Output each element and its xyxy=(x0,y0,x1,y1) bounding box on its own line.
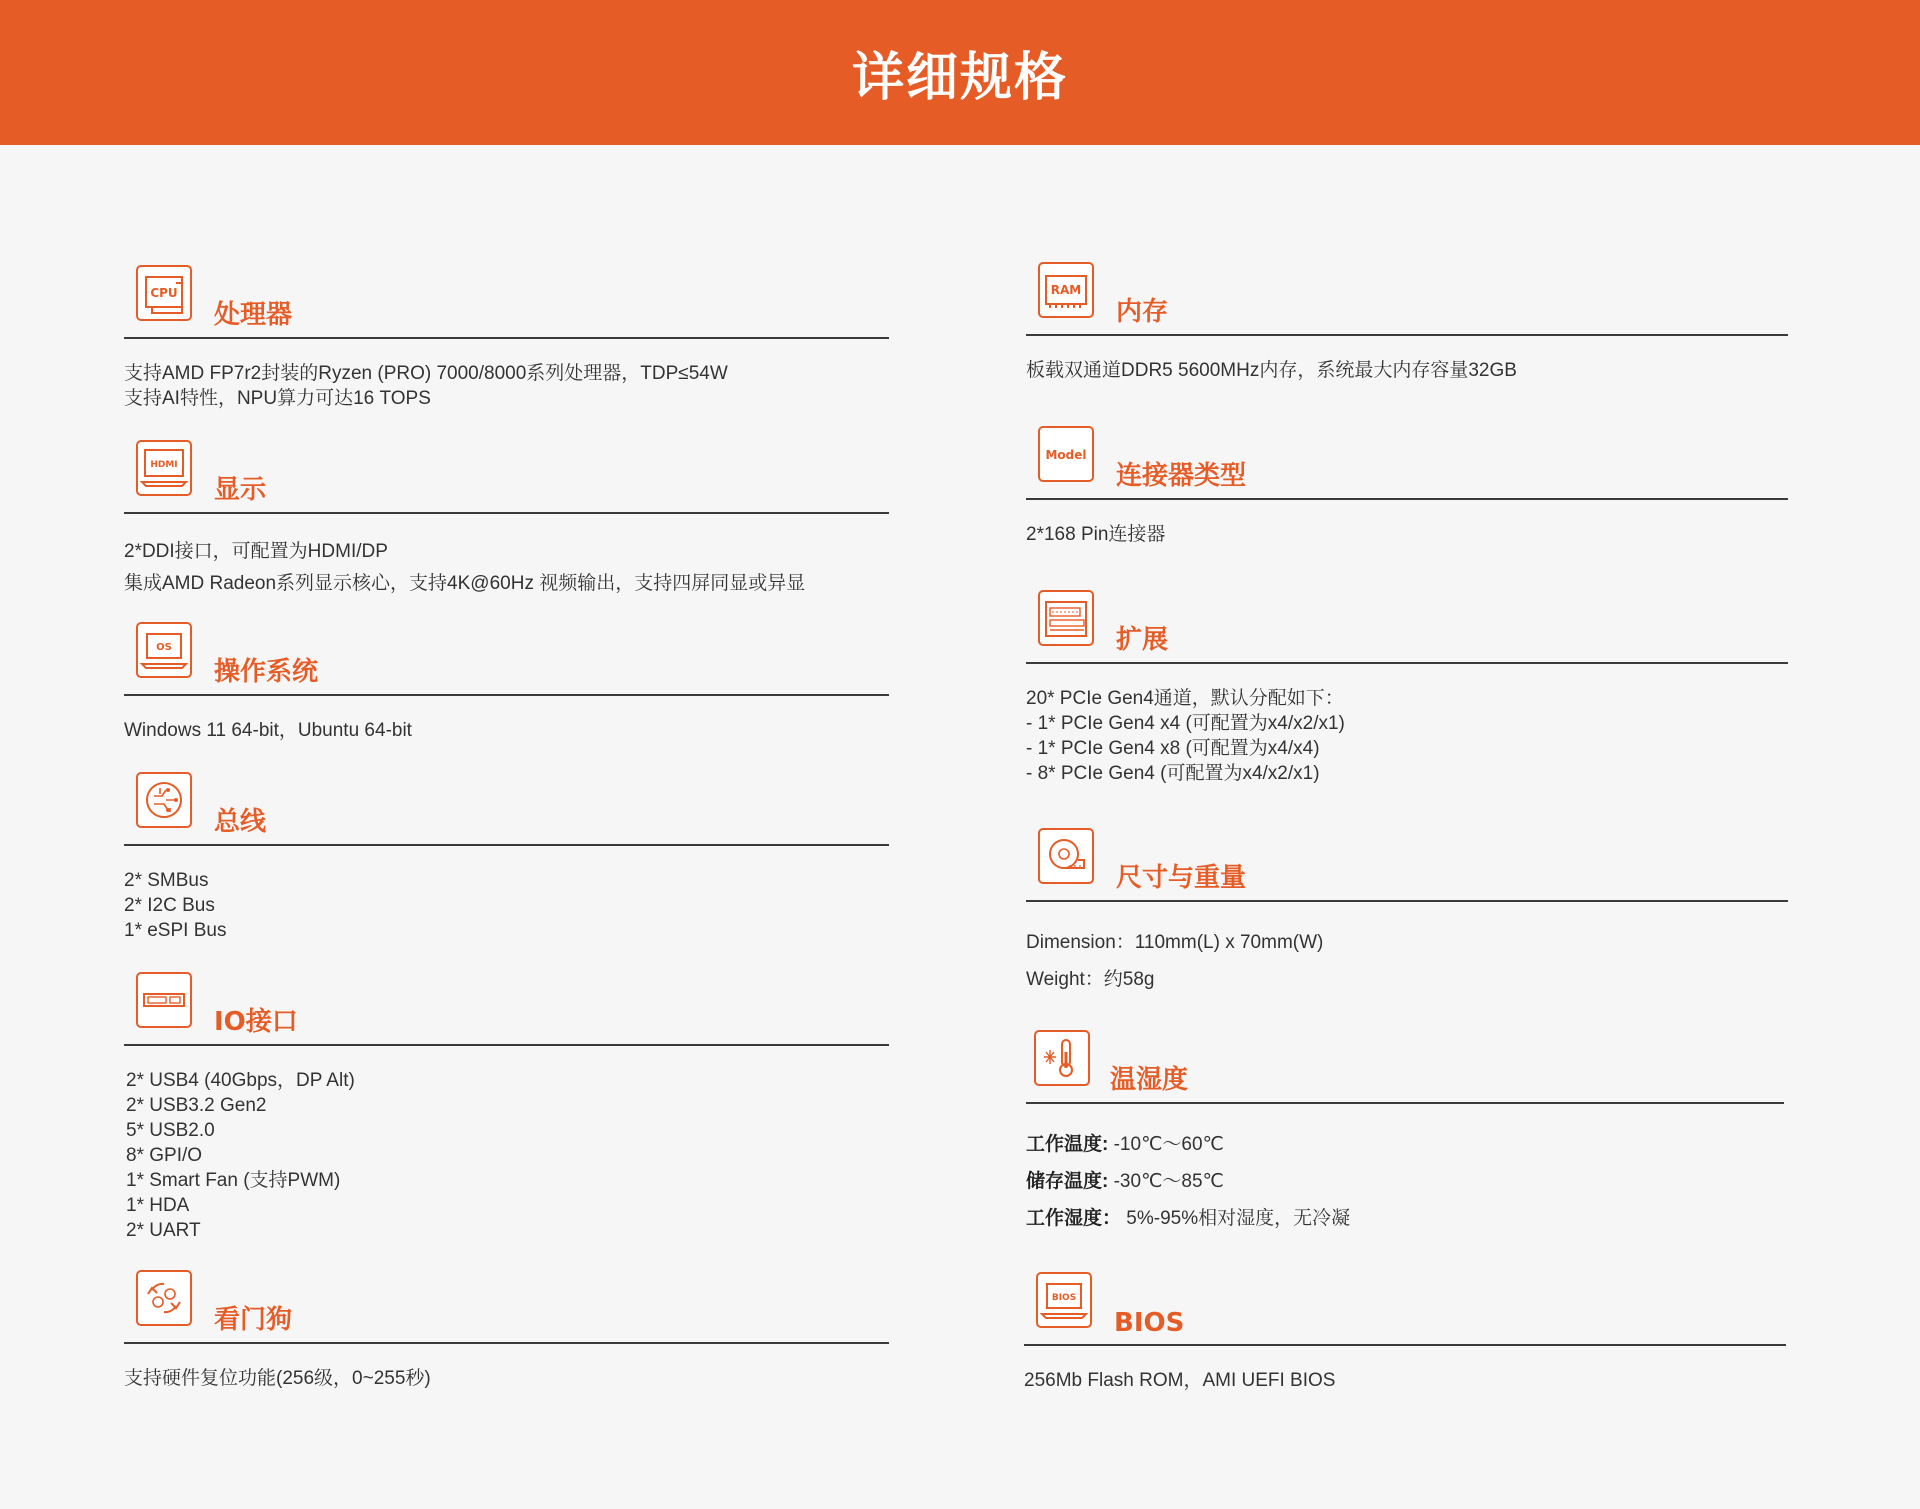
spec-label: 储存温度: xyxy=(1026,1171,1109,1192)
spec-row xyxy=(1026,1126,1784,1163)
section-title: 尺寸与重量 xyxy=(1116,863,1247,893)
hdmi-icon xyxy=(136,440,192,496)
spec-line: 1* Smart Fan (支持PWM) xyxy=(126,1170,341,1191)
spec-line: - 8* PCIe Gen4 (可配置为x4/x2/x1) xyxy=(1026,763,1320,784)
section-header xyxy=(124,440,889,514)
thermometer-icon xyxy=(1034,1030,1090,1086)
section-content xyxy=(124,696,889,743)
section-dimension xyxy=(1026,828,1788,998)
svg-text:BIOS: BIOS xyxy=(1051,1293,1077,1303)
spec-line: - 1* PCIe Gen4 x8 (可配置为x4/x4) xyxy=(1026,738,1320,759)
section-content xyxy=(124,1046,889,1243)
section-title: 操作系统 xyxy=(214,657,319,687)
section-title: IO接口 xyxy=(214,1007,298,1037)
section-title: 内存 xyxy=(1116,297,1169,327)
spec-value: -30℃～85℃ xyxy=(1108,1171,1224,1192)
section-header xyxy=(1026,1030,1784,1104)
spec-line: 支持AI特性，NPU算力可达16 TOPS xyxy=(124,388,431,409)
spec-row xyxy=(1026,1163,1784,1200)
section-processor xyxy=(124,265,889,411)
section-header xyxy=(124,972,889,1046)
section-content xyxy=(1024,1346,1786,1393)
svg-text:HDMI: HDMI xyxy=(150,460,178,470)
svg-text:RAM: RAM xyxy=(1050,283,1082,297)
section-content xyxy=(124,846,889,943)
section-temperature xyxy=(1026,1030,1784,1237)
section-watchdog xyxy=(124,1270,889,1391)
section-expansion xyxy=(1026,590,1788,786)
section-display xyxy=(124,440,889,600)
section-content xyxy=(124,1344,889,1391)
spec-line: 2* USB4 (40Gbps，DP Alt) xyxy=(126,1070,355,1091)
section-header xyxy=(1026,590,1788,664)
spec-label: 工作湿度： xyxy=(1026,1208,1122,1229)
section-connector xyxy=(1026,426,1788,547)
section-content xyxy=(124,339,889,411)
section-header xyxy=(1024,1272,1786,1346)
spec-line: Windows 11 64-bit，Ubuntu 64-bit xyxy=(124,720,412,741)
section-title: 连接器类型 xyxy=(1116,461,1247,491)
ram-icon xyxy=(1038,262,1094,318)
section-header xyxy=(124,1270,889,1344)
spec-line: 5* USB2.0 xyxy=(126,1120,215,1141)
spec-line: 2*DDI接口，可配置为HDMI/DP xyxy=(124,541,388,562)
section-title: 处理器 xyxy=(214,300,293,330)
spec-line: 支持AMD FP7r2封装的Ryzen (PRO) 7000/8000系列处理器，TDP≤54W xyxy=(124,363,728,384)
spec-line: 2*168 Pin连接器 xyxy=(1026,524,1166,545)
section-title: 显示 xyxy=(214,475,267,505)
section-header xyxy=(1026,426,1788,500)
spec-label: 工作温度: xyxy=(1026,1134,1109,1155)
tape-measure-icon xyxy=(1038,828,1094,884)
section-header xyxy=(124,772,889,846)
header-banner xyxy=(0,0,1920,145)
section-header xyxy=(1026,828,1788,902)
section-title: 扩展 xyxy=(1116,625,1169,655)
section-header xyxy=(1026,262,1788,336)
cpu-icon xyxy=(136,265,192,321)
spec-line: 2* SMBus xyxy=(124,870,209,891)
section-content xyxy=(1026,902,1788,998)
section-io xyxy=(124,972,889,1243)
spec-line: 8* GPI/O xyxy=(126,1145,203,1166)
section-header xyxy=(124,265,889,339)
section-memory xyxy=(1026,262,1788,383)
spec-line: 1* eSPI Bus xyxy=(124,920,227,941)
model-icon xyxy=(1038,426,1094,482)
section-title: 看门狗 xyxy=(214,1305,293,1335)
section-content xyxy=(1026,664,1788,786)
spec-line: 2* UART xyxy=(126,1220,201,1241)
section-title: 总线 xyxy=(214,807,267,837)
section-bus xyxy=(124,772,889,943)
spec-line: 256Mb Flash ROM，AMI UEFI BIOS xyxy=(1024,1370,1336,1391)
section-content xyxy=(1026,500,1788,547)
spec-row xyxy=(1026,1200,1784,1237)
section-header xyxy=(124,622,889,696)
circuit-icon xyxy=(136,772,192,828)
section-content xyxy=(1026,1104,1784,1237)
spec-line: 2* USB3.2 Gen2 xyxy=(126,1095,267,1116)
port-icon xyxy=(136,972,192,1028)
spec-line: - 1* PCIe Gen4 x4 (可配置为x4/x2/x1) xyxy=(1026,713,1345,734)
spec-line: 支持硬件复位功能(256级，0~255秒) xyxy=(124,1368,431,1389)
spec-line: 板载双通道DDR5 5600MHz内存，系统最大内存容量32GB xyxy=(1026,360,1517,381)
svg-text:Model: Model xyxy=(1045,448,1087,462)
spec-line: 20* PCIe Gen4通道，默认分配如下： xyxy=(1026,688,1344,709)
spec-line: Weight：约58g xyxy=(1026,969,1155,990)
section-content xyxy=(124,514,889,600)
spec-value: -10℃～60℃ xyxy=(1108,1134,1224,1155)
spec-value: 5%-95%相对湿度，无冷凝 xyxy=(1121,1208,1351,1229)
bios-icon xyxy=(1036,1272,1092,1328)
section-os xyxy=(124,622,889,743)
spec-line: 2* I2C Bus xyxy=(124,895,215,916)
svg-text:OS: OS xyxy=(156,642,172,653)
section-bios xyxy=(1024,1272,1786,1393)
os-icon xyxy=(136,622,192,678)
expansion-card-icon xyxy=(1038,590,1094,646)
section-title: BIOS xyxy=(1114,1308,1185,1338)
page-title: 详细规格 xyxy=(851,48,1068,108)
section-content xyxy=(1026,336,1788,383)
spec-line: 集成AMD Radeon系列显示核心，支持4K@60Hz 视频输出，支持四屏同显或异显 xyxy=(124,573,806,594)
svg-text:CPU: CPU xyxy=(150,286,178,300)
section-title: 温湿度 xyxy=(1110,1065,1189,1095)
spec-line: Dimension：110mm(L) x 70mm(W) xyxy=(1026,932,1324,953)
reset-icon xyxy=(136,1270,192,1326)
spec-line: 1* HDA xyxy=(126,1195,190,1216)
